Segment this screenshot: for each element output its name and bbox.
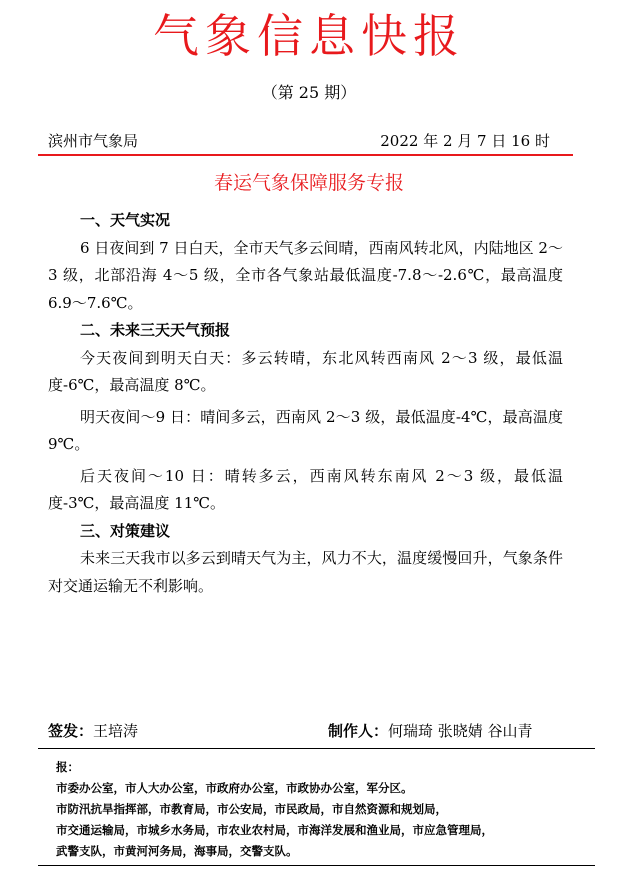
section-heading-observation: 一、天气实况 (80, 211, 171, 229)
observation-paragraph: 6 日夜间到 7 日白天，全市天气多云间晴，西南风转北风，内陆地区 2～3 级，北部沿海 4～5 级，全市各气象站最低温度-7.8～-2.6℃，最高温度 6.9～7.6℃。 (48, 238, 563, 312)
distribution-line: 市防汛抗旱指挥部，市教育局，市公安局，市民政局，市自然资源和规划局， (56, 802, 447, 816)
signature-row (48, 719, 568, 743)
footer-rule-top (38, 748, 595, 749)
red-divider (38, 154, 573, 156)
issuer-name: 滨州市气象局 (48, 132, 139, 150)
masthead-title: 气象信息快报 (153, 9, 465, 63)
signer-label: 签发： (48, 722, 94, 740)
forecast-paragraph-1: 今天夜间到明天白天：多云转晴，东北风转西南风 2～3 级，最低温度-6℃，最高温度 8℃。 (48, 348, 563, 394)
distribution-list (56, 757, 601, 862)
distribution-line: 市委办公室，市人大办公室，市政府办公室，市政协办公室，军分区。 (56, 781, 413, 795)
footer-rule-bottom (38, 865, 595, 866)
issue-datetime: 2022 年 2 月 7 日 16 时 (380, 132, 550, 150)
report-title: 春运气象保障服务专报 (213, 172, 404, 194)
producer (328, 719, 533, 743)
forecast-paragraph-2: 明天夜间～9 日：晴间多云，西南风 2～3 级，最低温度-4℃，最高温度 9℃。 (48, 407, 563, 453)
section-heading-advice: 三、对策建议 (80, 521, 171, 540)
issuer-row (48, 130, 558, 152)
distribution-line: 市交通运输局，市城乡水务局，市农业农村局，市海洋发展和渔业局，市应急管理局， (56, 823, 493, 837)
distribution-label: 报： (56, 760, 79, 774)
producer-names: 何瑞琦 张晓婧 谷山青 (388, 722, 533, 740)
section-heading-forecast: 二、未来三天天气预报 (80, 321, 231, 339)
signer (48, 719, 138, 743)
signer-name: 王培涛 (93, 722, 139, 740)
distribution-line: 武警支队，市黄河河务局，海事局，交警支队。 (56, 844, 298, 858)
advice-paragraph: 未来三天我市以多云到晴天气为主，风力不大，温度缓慢回升，气象条件对交通运输无不利影响。 (48, 549, 563, 595)
report-body (48, 207, 563, 600)
producer-label: 制作人： (328, 722, 389, 740)
issue-number: （第 25 期） (261, 83, 357, 102)
forecast-paragraph-3: 后天夜间～10 日：晴转多云，西南风转东南风 2～3 级，最低温度-3℃，最高温度 11℃。 (48, 466, 563, 512)
